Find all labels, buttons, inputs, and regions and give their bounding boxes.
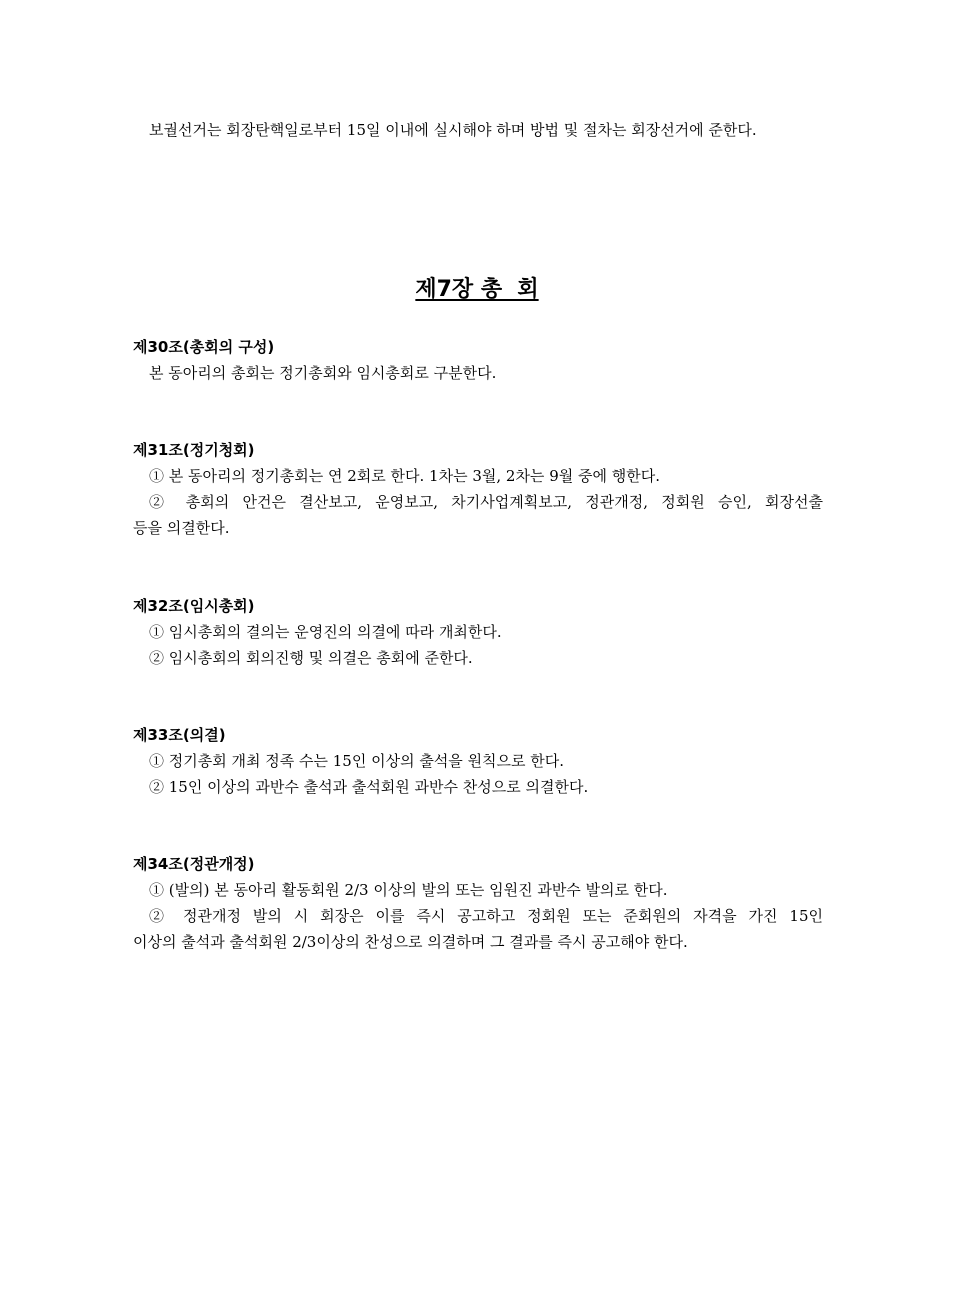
article-clause-continuation: 등을 의결한다. <box>133 519 230 537</box>
article-heading: 제34조(정관개정) <box>133 855 255 873</box>
intro-paragraph: 보궐선거는 회장탄핵일로부터 15일 이내에 실시해야 하며 방법 및 절차는 회장선거에 준한다. <box>149 121 757 139</box>
article-clause: ② 총회의 안건은 결산보고, 운영보고, 차기사업계획보고, 정관개정, 정회원 승인, 회장선출 <box>149 493 823 511</box>
chapter-title: 제7장 총 회 <box>415 277 539 302</box>
article-clause: ② 15인 이상의 과반수 출석과 출석회원 과반수 찬성으로 의결한다. <box>149 778 589 796</box>
article-clause: 본 동아리의 총회는 정기총회와 임시총회로 구분한다. <box>149 364 497 382</box>
article-clause: ② 임시총회의 회의진행 및 의결은 총회에 준한다. <box>149 649 473 667</box>
article-clause-continuation: 이상의 출석과 출석회원 2/3이상의 찬성으로 의결하며 그 결과를 즉시 공고해야 한다. <box>133 933 688 951</box>
article-heading: 제31조(정기청회) <box>133 441 255 459</box>
article-heading: 제32조(임시총회) <box>133 597 255 615</box>
article-heading: 제33조(의결) <box>133 726 226 744</box>
article-clause: ② 정관개정 발의 시 회장은 이를 즉시 공고하고 정회원 또는 준회원의 자격을 가진 15인 <box>149 907 823 925</box>
article-clause: ① 본 동아리의 정기총회는 연 2회로 한다. 1차는 3월, 2차는 9월 중에 행한다. <box>149 467 660 485</box>
article-clause: ① 정기총회 개최 정족 수는 15인 이상의 출석을 원칙으로 한다. <box>149 752 565 770</box>
article-heading: 제30조(총회의 구성) <box>133 338 275 356</box>
article-clause: ① 임시총회의 결의는 운영진의 의결에 따라 개최한다. <box>149 623 502 641</box>
article-clause: ① (발의) 본 동아리 활동회원 2/3 이상의 발의 또는 임원진 과반수 발의로 한다. <box>149 881 668 899</box>
